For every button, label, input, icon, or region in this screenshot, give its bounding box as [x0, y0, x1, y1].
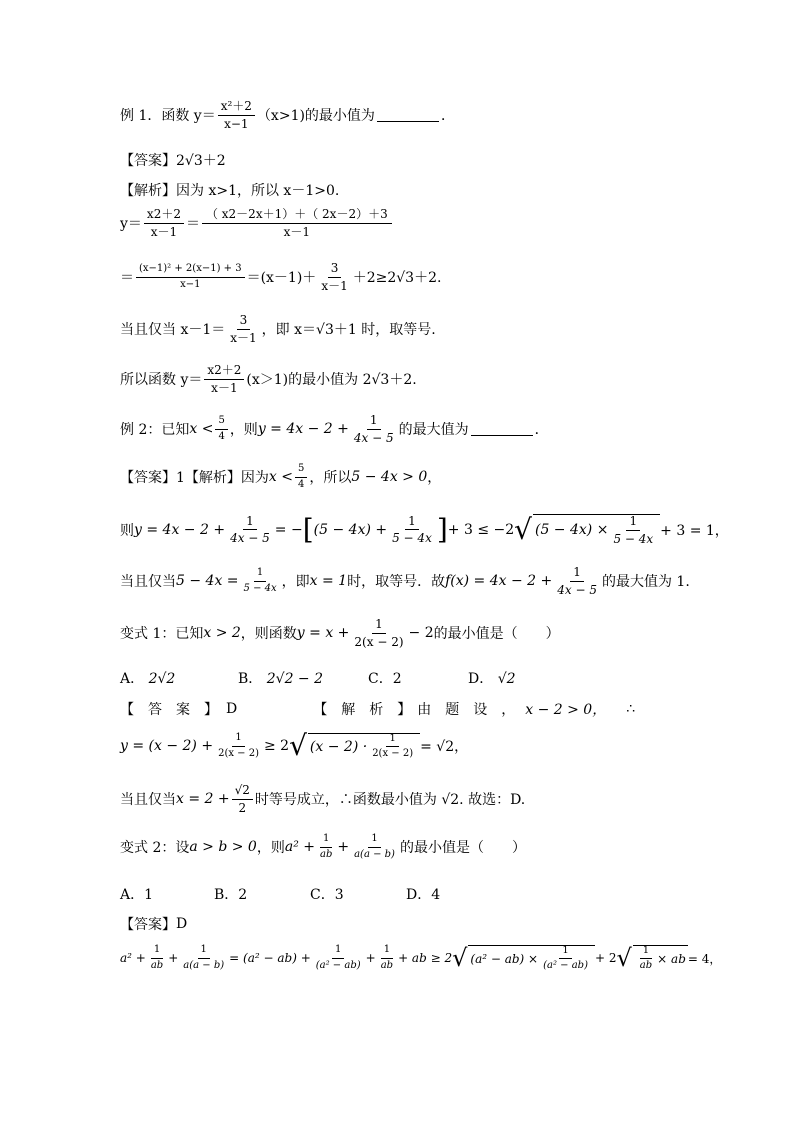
analysis-tag: 【 解 析 】 — [313, 702, 412, 718]
expr: f(x) = 4x − 2 + — [445, 573, 553, 590]
ex1-conclusion — [120, 364, 417, 394]
fraction — [241, 568, 280, 594]
expr: a² + — [284, 839, 315, 855]
answer-value: 2√3＋2 — [176, 153, 226, 169]
ex1-suffix: （x>1)的最小值为 — [256, 108, 375, 125]
expr: + ab ≥ 2 — [398, 951, 453, 965]
text: ． — [534, 422, 549, 439]
frac-num: 1 — [254, 568, 266, 582]
eq: ＝ — [120, 270, 134, 287]
expr: 5 − 4x > 0 — [351, 469, 428, 485]
text: 【答案】1【解析】因为 — [120, 470, 269, 486]
text: 变式 2：设 — [120, 840, 190, 856]
sqrt-sign: √ — [514, 512, 532, 546]
frac-den: (a² − ab) — [543, 960, 588, 971]
var1-derivation — [120, 729, 469, 762]
expr: x − 2 > 0， — [525, 702, 607, 718]
var2-answer — [120, 914, 187, 934]
text: ，则 — [256, 840, 285, 856]
frac-num: 1 — [232, 733, 244, 747]
frac-num: 1 — [640, 946, 652, 960]
fraction — [295, 464, 307, 490]
ex1-frac-den: x−1 — [224, 116, 249, 131]
frac-den: 2 — [238, 800, 247, 815]
text: ，即 x＝√3＋1 时，取等号. — [261, 322, 436, 339]
frac-num: 1 — [243, 515, 257, 531]
text: 的最小值是（ ） — [433, 626, 560, 643]
expr: + 2 — [594, 951, 617, 965]
frac-den: x－1 — [211, 380, 238, 395]
frac-den: x－1 — [230, 330, 257, 345]
fraction — [369, 734, 416, 760]
expr: ＋2≥2√3＋2. — [352, 270, 442, 287]
fraction — [317, 834, 335, 860]
expr: × ab — [657, 951, 686, 966]
text: 当且仅当 — [120, 792, 176, 809]
fraction — [378, 945, 396, 971]
frac-num: 5 — [215, 416, 227, 430]
text: 时，取等号．故 — [347, 574, 446, 591]
text: ，则 — [229, 422, 258, 439]
text: 则 — [120, 522, 134, 539]
sqrt-body — [533, 514, 660, 545]
ex2-answer — [120, 464, 441, 490]
frac-den: 4 — [218, 430, 225, 442]
sqrt-sign: √ — [289, 729, 307, 762]
text: 由 题 设 ， — [417, 702, 516, 718]
expr: x = 2 + — [176, 791, 230, 808]
text: 的最小值是（ ） — [399, 840, 526, 856]
frac-den: 4 — [298, 478, 305, 490]
var2-question — [120, 834, 526, 860]
option-a — [120, 668, 238, 688]
expr: + 3 = 1， — [660, 522, 729, 539]
frac-den: ab — [380, 959, 394, 971]
text: 变式 1：已知 — [120, 626, 204, 643]
var1-answer — [120, 699, 680, 719]
sqrt-body — [468, 945, 595, 972]
ex1-fraction — [218, 100, 255, 130]
text: 当且仅当 x－1＝ — [120, 322, 226, 339]
frac-num: 1 — [570, 566, 584, 582]
frac-den: x－1 — [150, 224, 178, 239]
expr: 5 − 4x = — [176, 573, 239, 590]
frac-den: (a² − ab) — [315, 959, 361, 971]
eq: ＝ — [185, 216, 200, 233]
fraction — [389, 515, 435, 545]
frac-num: 1 — [405, 515, 419, 531]
option-b — [238, 668, 368, 688]
option-b: B．2 — [214, 887, 248, 903]
ex1-analysis — [120, 180, 339, 200]
frac-den: a(a − b) — [354, 848, 395, 860]
frac-den: 4x − 5 — [353, 430, 394, 445]
sqrt-sign: √ — [616, 944, 632, 972]
option-value: 2√2 − 2 — [266, 671, 324, 687]
ex1-question — [120, 100, 455, 130]
frac-den: x−1 — [180, 278, 201, 290]
frac-num: 1 — [381, 945, 393, 959]
frac-num: 1 — [559, 946, 571, 960]
frac-num: （ x2－2x＋1）＋（ 2x－2）＋3 — [202, 208, 392, 224]
ex2-question — [120, 414, 549, 444]
expr: x < — [189, 421, 214, 438]
var2-derivation — [120, 944, 721, 972]
frac-num: 1 — [368, 834, 380, 848]
frac-den: x－1 — [283, 224, 311, 239]
frac-den: 5 − 4x — [613, 531, 654, 546]
frac-den: x－1 — [321, 278, 348, 293]
ex1-prefix: 例 1．函数 y＝ — [120, 108, 216, 125]
option-c: C．3 — [310, 887, 344, 903]
fraction — [313, 945, 364, 971]
fraction — [136, 264, 245, 290]
option-a: A．1 — [120, 887, 154, 903]
expr: − 2 — [408, 625, 434, 642]
fraction — [144, 208, 184, 238]
expr: (5 − 4x) + — [313, 521, 388, 538]
analysis-text: 因为 x>1，所以 x－1>0. — [176, 183, 340, 199]
fraction — [610, 515, 656, 545]
fraction — [540, 946, 591, 972]
frac-num: 1 — [626, 515, 640, 531]
frac-den: 2(x − 2) — [218, 747, 259, 759]
frac-den: 2(x − 2) — [354, 634, 404, 649]
fraction — [637, 946, 655, 972]
expr: = (a² − ab) + — [229, 951, 311, 965]
option-label: C．2 — [368, 671, 402, 687]
expr: (5 − 4x) × — [534, 522, 609, 539]
expr: ≥ 2 — [263, 738, 290, 754]
sqrt-body — [308, 733, 420, 760]
text: ， — [427, 470, 442, 486]
expr: y = x + — [296, 625, 350, 642]
var1-conclusion — [120, 784, 525, 814]
text: ，所以 — [309, 470, 352, 486]
ex1-step-2 — [120, 262, 441, 292]
answer-tag: 【 答 案 】 — [120, 702, 218, 718]
ex2-equality — [120, 566, 690, 596]
ex2-derivation — [120, 514, 729, 545]
frac-den: 2(x − 2) — [372, 748, 414, 759]
fraction — [227, 515, 273, 545]
expr: x = 1 — [309, 573, 348, 590]
y-eq: y＝ — [120, 216, 142, 233]
frac-den: 4x − 5 — [230, 531, 270, 546]
frac-den: ab — [150, 959, 164, 971]
answer-tag: 【答案】 — [120, 917, 176, 933]
option-d — [468, 668, 516, 688]
text: (x＞1)的最小值为 2√3＋2. — [246, 372, 417, 389]
text: 例 2：已知 — [120, 422, 190, 439]
frac-num: 5 — [295, 464, 307, 478]
answer-tag: 【答案】 — [120, 153, 176, 169]
text: 当且仅当 — [120, 574, 176, 591]
expr: (x − 2) · — [309, 738, 368, 755]
expr: y = (x − 2) + — [120, 738, 214, 754]
answer-value: D — [226, 701, 238, 717]
expr: + — [337, 839, 350, 855]
text: 的最大值为 1. — [601, 574, 690, 591]
fraction — [180, 945, 227, 971]
option-value: 2√2 — [148, 671, 176, 687]
option-label: B． — [238, 671, 263, 687]
fraction — [215, 733, 262, 759]
fraction — [215, 416, 227, 442]
expr: x < — [268, 469, 293, 485]
text: ，则函数 — [240, 626, 297, 643]
var1-question — [120, 618, 560, 648]
text: 的最大值为 — [398, 422, 469, 439]
expr: + — [168, 951, 179, 965]
var1-options — [120, 668, 516, 688]
ex1-step-1 — [120, 208, 394, 238]
frac-num: 1 — [320, 834, 332, 848]
expr: + 3 ≤ −2 — [447, 521, 515, 538]
sqrt-sign: √ — [452, 944, 468, 972]
therefore-symbol: ∴ — [626, 701, 636, 717]
fraction — [351, 834, 398, 860]
frac-num: √2 — [232, 784, 253, 800]
fraction — [148, 945, 166, 971]
left-bracket: [ — [302, 512, 314, 546]
option-value: √2 — [497, 671, 516, 687]
answer-blank — [471, 423, 533, 436]
ex1-frac-num: x²＋2 — [218, 100, 255, 116]
fraction — [554, 566, 600, 596]
analysis-tag: 【解析】 — [120, 183, 176, 199]
expr: y = 4x − 2 + — [134, 521, 226, 538]
ex1-equality-condition — [120, 314, 436, 344]
frac-den: a(a − b) — [183, 959, 225, 971]
sqrt-body — [633, 945, 688, 972]
text: ，即 — [281, 574, 310, 591]
frac-num: (x−1)² + 2(x−1) + 3 — [136, 264, 245, 278]
frac-num: 1 — [332, 945, 344, 959]
ex1-answer — [120, 150, 226, 170]
expr: = 4， — [687, 951, 722, 966]
expr: a² + — [120, 951, 146, 965]
expr: = √2， — [420, 739, 469, 755]
expr: + — [365, 951, 376, 965]
ex1-end: ． — [440, 108, 455, 125]
right-bracket: ] — [436, 512, 448, 546]
frac-den: 5 − 4x — [392, 531, 432, 546]
fraction — [204, 364, 244, 394]
fraction — [351, 414, 397, 444]
option-c — [368, 668, 468, 688]
frac-num: x2＋2 — [144, 208, 184, 224]
option-label: A． — [120, 671, 145, 687]
frac-num: x2＋2 — [204, 364, 244, 380]
frac-den: 4x − 5 — [557, 582, 597, 597]
frac-num: 1 — [367, 414, 381, 430]
expr: a > b > 0 — [189, 839, 257, 855]
frac-den: ab — [639, 960, 653, 971]
frac-den: 5 − 4x — [243, 582, 277, 594]
frac-num: 1 — [386, 734, 398, 748]
frac-num: 1 — [151, 945, 163, 959]
text: 所以函数 y＝ — [120, 372, 203, 389]
fraction — [318, 262, 350, 292]
frac-den: ab — [319, 848, 333, 860]
option-label: D． — [468, 671, 494, 687]
text: 时等号成立，∴函数最小值为 √2. 故选：D. — [254, 792, 526, 809]
frac-num: 1 — [372, 618, 386, 634]
expr: = − — [274, 521, 303, 538]
expr: y = 4x − 2 + — [257, 421, 349, 438]
fraction — [202, 208, 392, 238]
frac-num: 3 — [328, 262, 342, 278]
fraction — [232, 784, 253, 814]
answer-blank — [377, 109, 439, 122]
expr: (a² − ab) × — [470, 951, 539, 966]
var2-options — [120, 884, 440, 904]
frac-num: 3 — [237, 314, 251, 330]
fraction — [227, 314, 259, 344]
fraction — [351, 618, 406, 648]
answer-value: D — [176, 916, 188, 932]
option-d: D．4 — [406, 887, 441, 903]
frac-num: 1 — [198, 945, 210, 959]
expr: ＝(x－1)＋ — [246, 270, 317, 287]
expr: x > 2 — [203, 625, 241, 642]
